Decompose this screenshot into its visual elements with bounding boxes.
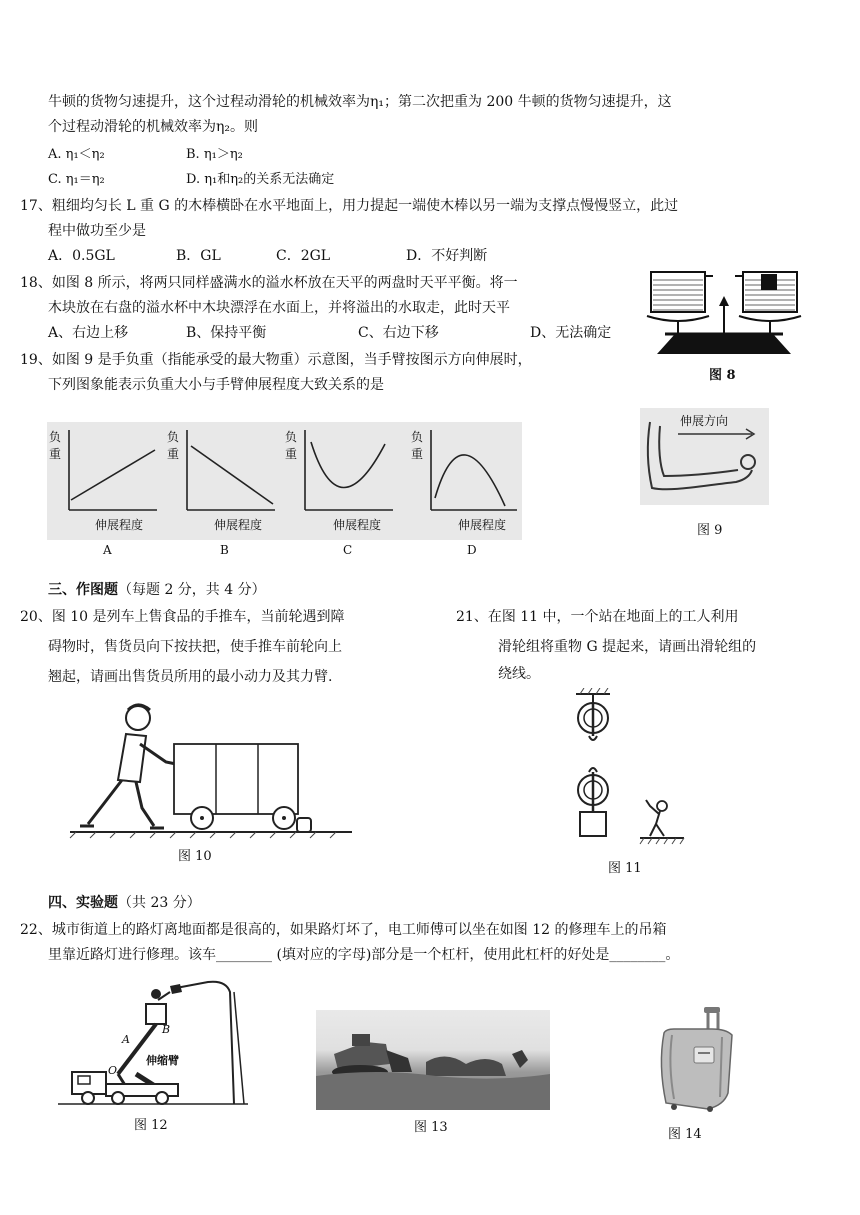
section-3-note: （每题 2 分，共 4 分） <box>118 582 266 598</box>
graph-c-letter: C <box>343 543 353 557</box>
q21-line2: 滑轮组将重物 G 提起来，请画出滑轮组的 <box>498 639 757 655</box>
q16-option-a: A. η₁＜η₂ <box>48 147 105 162</box>
q18-option-b: B、保持平衡 <box>186 325 267 341</box>
graph-c-ylabel-1: 负 <box>285 430 298 444</box>
graph-a-letter: A <box>103 543 112 557</box>
graph-c-xlabel: 伸展程度 <box>333 518 382 532</box>
graph-c <box>305 430 393 510</box>
q18-option-a: A、右边上移 <box>48 325 129 341</box>
section-4-title: 四、实验题 <box>48 895 118 911</box>
graph-d <box>431 430 517 510</box>
graph-b-xlabel: 伸展程度 <box>214 518 263 532</box>
figure-12-label-a: A <box>122 1033 130 1046</box>
q17-line2: 程中做功至少是 <box>48 223 146 239</box>
q18-option-c: C、右边下移 <box>358 325 439 341</box>
graph-a-xlabel: 伸展程度 <box>95 518 144 532</box>
q18-option-d: D、无法确定 <box>530 325 612 341</box>
graph-b <box>187 430 275 510</box>
q16-option-b: B. η₁＞η₂ <box>186 147 243 162</box>
figure-12-label-o: O <box>108 1064 118 1077</box>
graph-b-letter: B <box>220 543 229 557</box>
figure-10-caption: 图 10 <box>178 849 212 864</box>
q20-line1: 20、图 10 是列车上售食品的手推车，当前轮遇到障 <box>20 609 345 625</box>
graph-d-letter: D <box>467 543 477 557</box>
section-4-heading <box>48 893 201 913</box>
q19-line2: 下列图象能表示负重大小与手臂伸展程度大致关系的是 <box>48 377 384 393</box>
figure-8-caption: 图 8 <box>709 368 736 383</box>
figure-11-caption: 图 11 <box>608 861 642 876</box>
figure-10-cart <box>66 700 356 840</box>
figure-13-caption: 图 13 <box>414 1120 448 1135</box>
graph-a <box>69 430 157 510</box>
figure-12-label-arm: 伸缩臂 <box>146 1054 179 1067</box>
q17-option-c: C．2GL <box>276 248 331 264</box>
q18-line2: 木块放在右盘的溢水杯中木块漂浮在水面上，并将溢出的水取走，此时天平 <box>48 300 510 316</box>
graph-b-ylabel-2: 重 <box>167 447 180 461</box>
q21-line3: 绕线。 <box>498 666 540 682</box>
figure-11-pulleys <box>560 688 690 848</box>
section-3-title: 三、作图题 <box>48 582 118 598</box>
q17-option-a: A．0.5GL <box>48 248 115 264</box>
q17-line1: 17、粗细均匀长 L 重 G 的木棒横卧在水平地面上，用力提起一端使木棒以另一端为支撑点慢慢竖立，此过 <box>20 198 679 214</box>
section-3-heading <box>48 580 266 600</box>
graph-d-xlabel: 伸展程度 <box>458 518 507 532</box>
q17-option-d: D．不好判断 <box>406 248 488 264</box>
figure-12-repair-truck <box>58 978 248 1110</box>
q16-line2: 个过程动滑轮的机械效率为η₂。则 <box>48 119 258 135</box>
q16-option-c: C. η₁＝η₂ <box>48 172 105 187</box>
graph-c-ylabel-2: 重 <box>285 447 298 461</box>
q18-line1: 18、如图 8 所示，将两只同样盛满水的溢水杯放在天平的两盘时天平平衡。将一 <box>20 275 518 291</box>
figure-14-suitcase <box>652 1005 742 1113</box>
q17-option-b: B．GL <box>176 248 221 264</box>
q20-line3: 翘起，请画出售货员所用的最小动力及其力臂. <box>48 669 333 685</box>
graph-a-ylabel-1: 负 <box>49 430 62 444</box>
q16-option-d: D. η₁和η₂的关系无法确定 <box>186 172 335 187</box>
q22-line2: 里靠近路灯进行修理。该车________ (填对应的字母)部分是一个杠杆，使用此杠杆的好处是________。 <box>48 947 680 963</box>
graph-b-ylabel-1: 负 <box>167 430 180 444</box>
figure-12-label-b: B <box>162 1023 171 1036</box>
graph-d-ylabel-2: 重 <box>411 447 424 461</box>
q22-line1: 22、城市街道上的路灯离地面都是很高的，如果路灯坏了，电工师傅可以坐在如图 12 的修理车上的吊箱 <box>20 922 667 938</box>
figure-14-caption: 图 14 <box>668 1127 702 1142</box>
q16-line1: 牛顿的货物匀速提升，这个过程动滑轮的机械效率为η₁；第二次把重为 200 牛顿的货物匀速提升，这 <box>48 94 672 110</box>
q20-line2: 碍物时，售货员向下按扶把，使手推车前轮向上 <box>48 639 342 655</box>
graph-a-ylabel-2: 重 <box>49 447 62 461</box>
q21-line1: 21、在图 11 中，一个站在地面上的工人利用 <box>456 609 739 625</box>
section-4-note: （共 23 分） <box>118 895 201 911</box>
q19-line1: 19、如图 9 是手负重（指能承受的最大物重）示意图，当手臂按图示方向伸展时， <box>20 352 532 368</box>
figure-9-caption: 图 9 <box>697 523 723 538</box>
graph-d-ylabel-1: 负 <box>411 430 424 444</box>
figure-8-balance <box>645 268 805 360</box>
figure-13-bulldozer <box>316 1010 550 1110</box>
figure-12-caption: 图 12 <box>134 1118 168 1133</box>
figure-9-direction-label: 伸展方向 <box>680 414 729 428</box>
